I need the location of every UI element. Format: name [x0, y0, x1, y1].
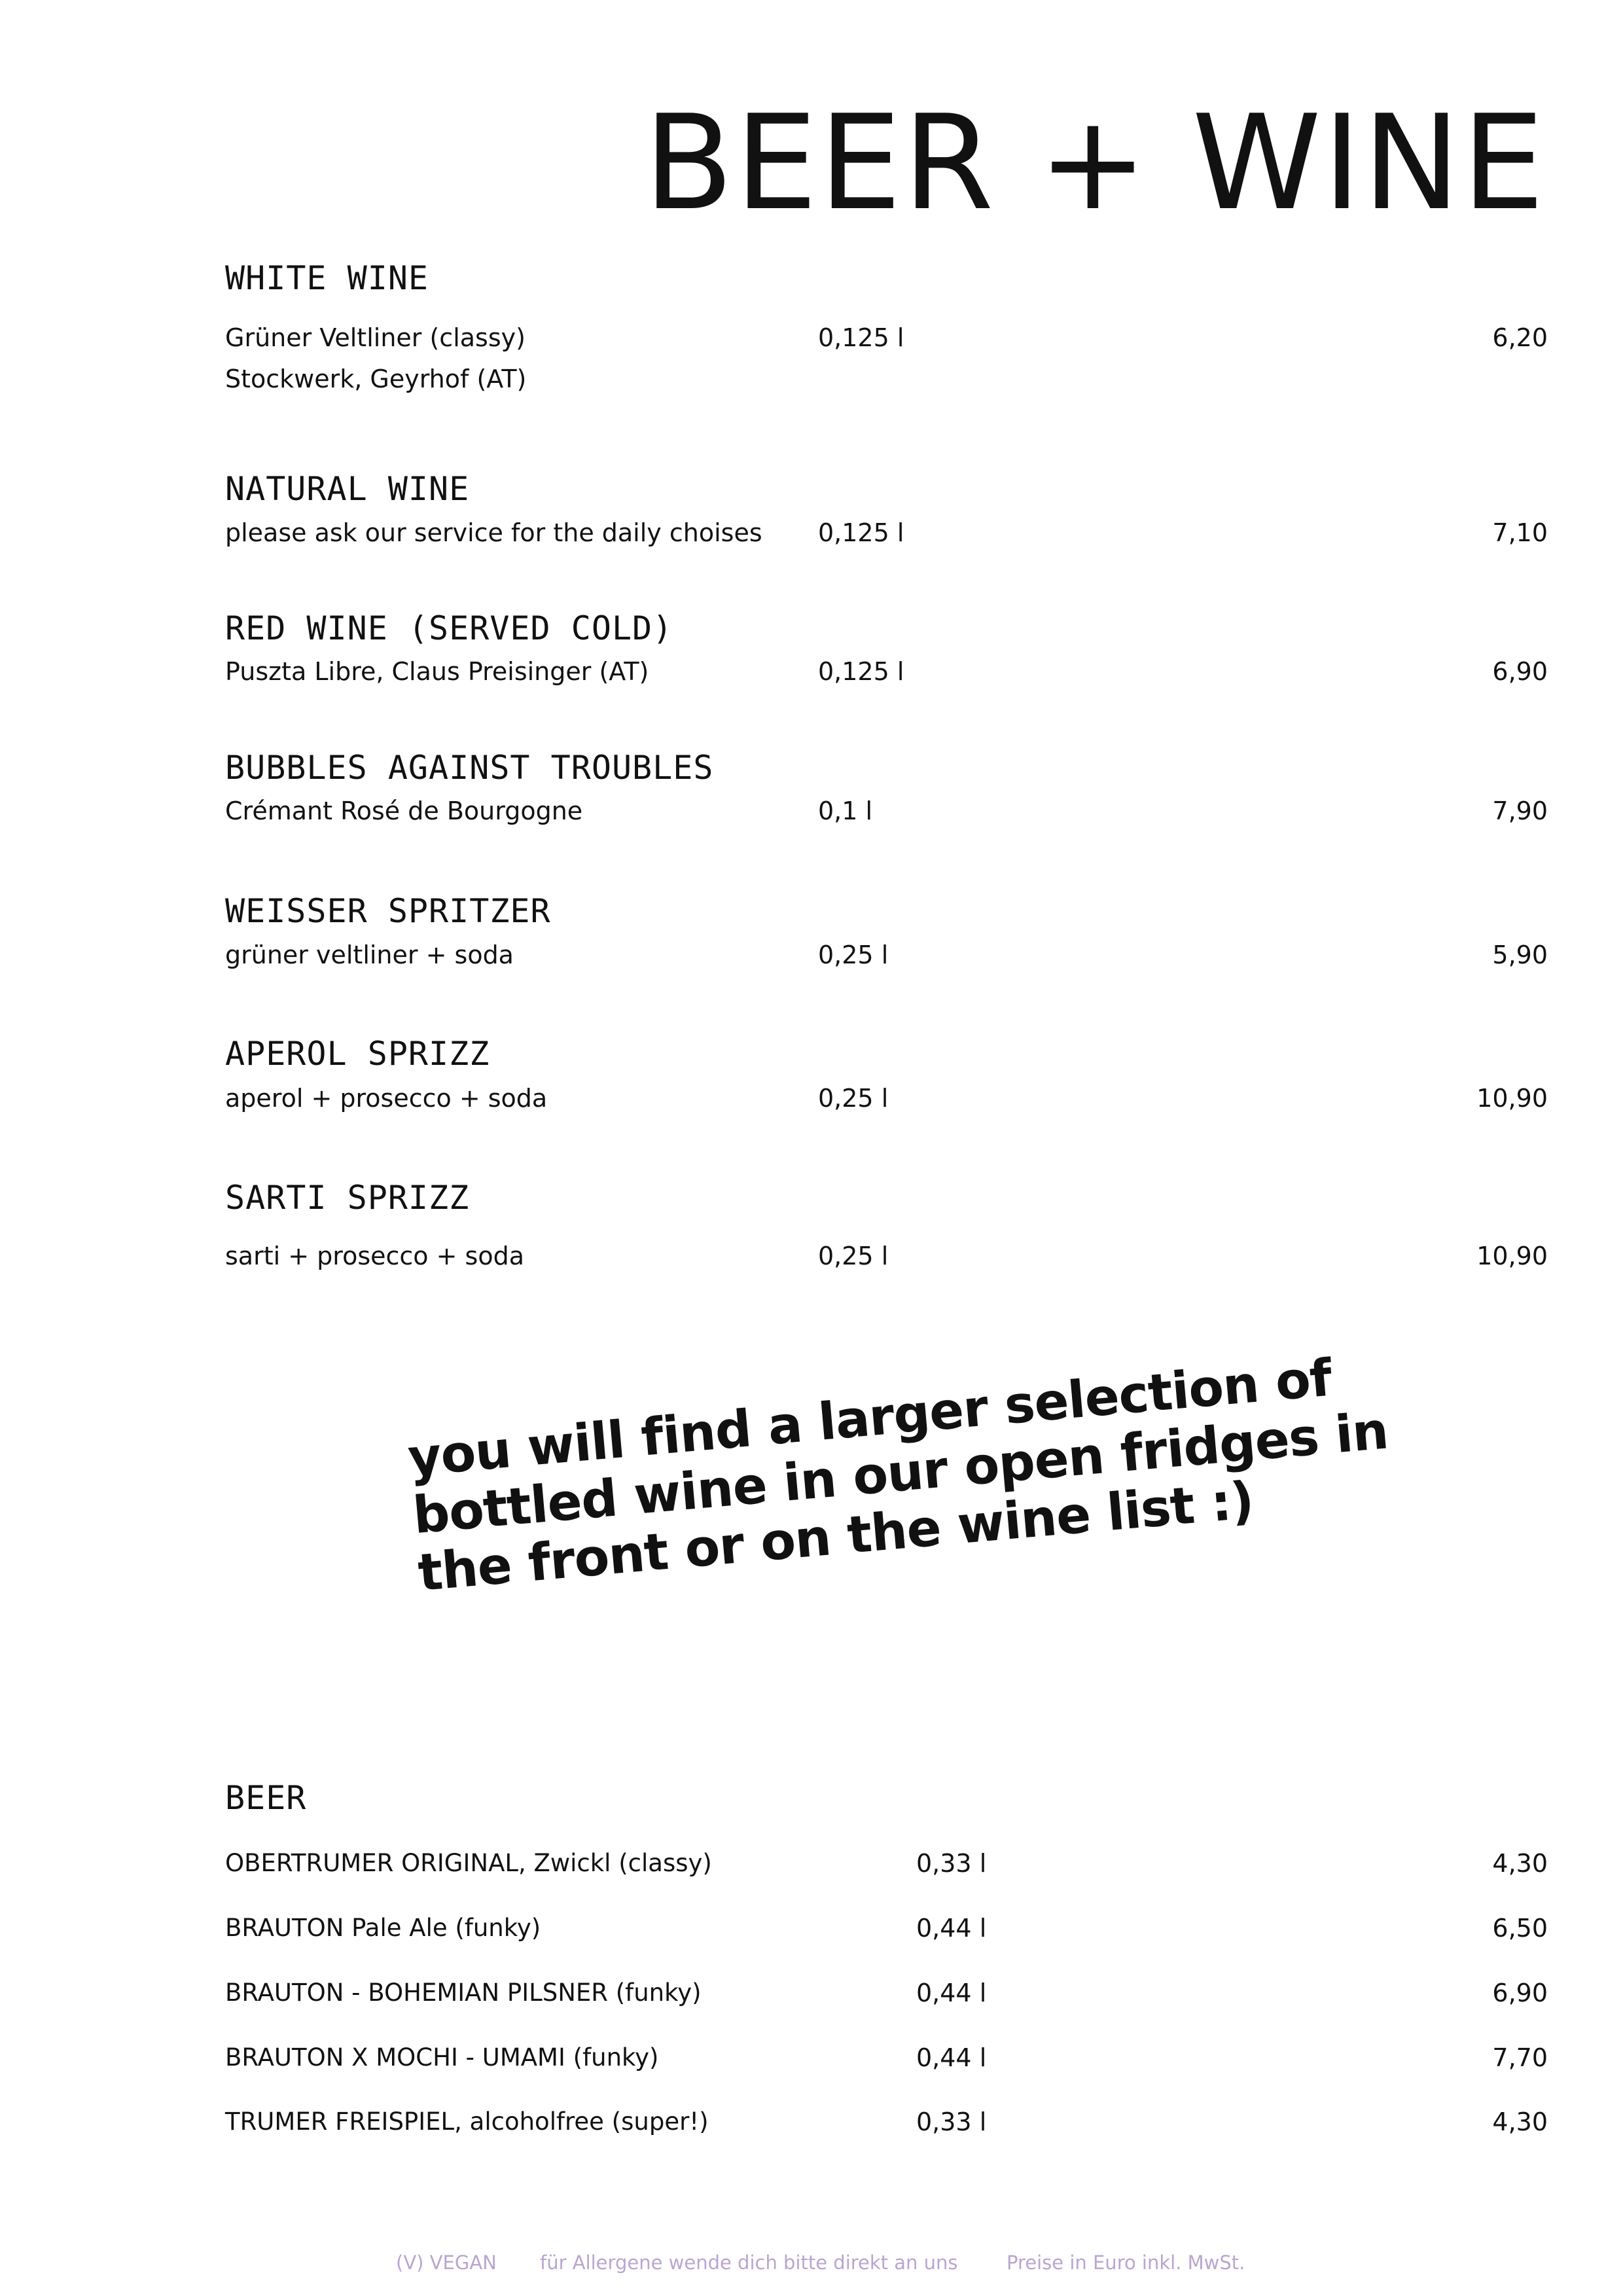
item-name: sarti + prosecco + soda: [225, 1242, 524, 1270]
item-price: 10,90: [1476, 1084, 1548, 1113]
item-price: 7,90: [1492, 797, 1548, 825]
section-heading-white-wine: WHITE WINE: [225, 259, 429, 297]
beer-price: 6,90: [1492, 1979, 1548, 2007]
footer-prices: Preise in Euro inkl. MwSt.: [1007, 2251, 1245, 2274]
item-name: Grüner Veltliner (classy): [225, 323, 526, 352]
item-volume: 0,25 l: [818, 1242, 889, 1270]
section-heading-sarti-sprizz: SARTI SPRIZZ: [225, 1179, 470, 1217]
beer-price: 4,30: [1492, 2108, 1548, 2136]
beer-volume: 0,44 l: [916, 1914, 987, 1943]
wine-list-note: you will find a larger selection of bottled wine in our open fridges in the front or on the wine list :): [405, 1348, 1391, 1604]
beer-volume: 0,33 l: [916, 2108, 987, 2136]
section-heading-red-wine: RED WINE (SERVED COLD): [225, 609, 673, 647]
item-name: Puszta Libre, Claus Preisinger (AT): [225, 657, 649, 686]
item-volume: 0,25 l: [818, 941, 889, 969]
item-price: 5,90: [1492, 941, 1548, 969]
item-price: 10,90: [1476, 1242, 1548, 1270]
beer-price: 6,50: [1492, 1914, 1548, 1943]
page-title: BEER + WINE: [643, 87, 1546, 240]
item-volume: 0,125 l: [818, 323, 904, 352]
item-volume: 0,125 l: [818, 657, 904, 686]
section-heading-bubbles: BUBBLES AGAINST TROUBLES: [225, 749, 714, 787]
beer-price: 7,70: [1492, 2043, 1548, 2072]
beer-name: BRAUTON X MOCHI - UMAMI (funky): [225, 2043, 659, 2072]
item-name: Crémant Rosé de Bourgogne: [225, 797, 583, 825]
section-heading-aperol-sprizz: APEROL SPRIZZ: [225, 1035, 490, 1073]
beer-name: BRAUTON Pale Ale (funky): [225, 1914, 541, 1942]
item-name: aperol + prosecco + soda: [225, 1084, 548, 1113]
footer-allergens: für Allergene wende dich bitte direkt an uns: [540, 2251, 958, 2274]
item-price: 6,20: [1492, 323, 1548, 352]
item-price: 7,10: [1492, 518, 1548, 547]
section-heading-beer: BEER: [225, 1779, 307, 1817]
item-volume: 0,125 l: [818, 518, 904, 547]
item-volume: 0,1 l: [818, 797, 873, 825]
item-volume: 0,25 l: [818, 1084, 889, 1113]
section-heading-natural-wine: NATURAL WINE: [225, 470, 470, 508]
beer-volume: 0,33 l: [916, 1849, 987, 1878]
beer-volume: 0,44 l: [916, 1979, 987, 2007]
footer-vegan: (V) VEGAN: [396, 2251, 497, 2274]
item-name: grüner veltliner + soda: [225, 941, 514, 969]
beer-name: BRAUTON - BOHEMIAN PILSNER (funky): [225, 1979, 702, 2007]
section-heading-weisser-spritzer: WEISSER SPRITZER: [225, 892, 551, 930]
beer-volume: 0,44 l: [916, 2043, 987, 2072]
beer-name: TRUMER FREISPIEL, alcoholfree (super!): [225, 2108, 709, 2136]
beer-name: OBERTRUMER ORIGINAL, Zwickl (classy): [225, 1849, 712, 1877]
item-price: 6,90: [1492, 657, 1548, 686]
item-detail: Stockwerk, Geyrhof (AT): [225, 365, 527, 393]
beer-price: 4,30: [1492, 1849, 1548, 1878]
item-name: please ask our service for the daily choises: [225, 518, 762, 547]
